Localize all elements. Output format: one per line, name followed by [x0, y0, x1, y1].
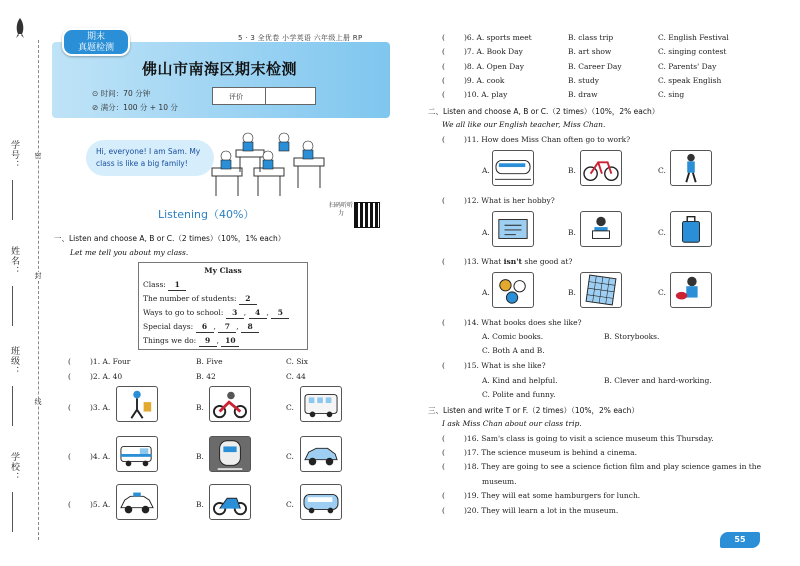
q10-option-c[interactable]: C. sing	[658, 90, 685, 99]
q3-label-a: )3. A.	[90, 403, 111, 412]
q4-label-b: B.	[196, 452, 204, 461]
q14-option-c[interactable]: C. Both A and B.	[482, 346, 545, 355]
q10-option-a[interactable]: )10. A. play	[464, 90, 508, 99]
evaluation-box[interactable]	[212, 87, 316, 105]
q17-text: )17. The science museum is behind a cinema.	[464, 448, 637, 457]
car-picture[interactable]	[300, 436, 342, 472]
part2-heading: 二、Listen and choose A, B or C.（2 times）（10%，2% each）	[428, 107, 660, 116]
reading-woman-picture[interactable]	[580, 211, 622, 247]
question-19[interactable]: ( )19. They will eat some hamburgers for lunch.	[442, 491, 641, 500]
q12-number: )12.	[464, 196, 479, 205]
name-label: 姓名：	[9, 246, 19, 276]
q13-label-b: B.	[568, 288, 576, 297]
suitcase-picture[interactable]	[670, 211, 712, 247]
cut-mark: 密	[34, 152, 42, 159]
q9-option-b[interactable]: B. study	[568, 76, 600, 85]
page-number: 55	[720, 532, 760, 548]
q16-text: )16. Sam's class is going to visit a science museum this Thursday.	[464, 434, 714, 443]
question-14: ( )14. What books does she like?	[442, 318, 582, 327]
q10-option-b[interactable]: B. draw	[568, 90, 598, 99]
q13-text-bold: isn't	[503, 257, 522, 266]
q8-option-a[interactable]: )8. A. Open Day	[464, 62, 524, 71]
q5-label-b: B.	[196, 500, 204, 509]
q6-option-c[interactable]: C. English Festival	[658, 33, 729, 42]
question-18[interactable]: ( )18. They are going to see a science fiction film and play science games in the	[442, 462, 762, 471]
q15-option-b[interactable]: B. Clever and hard-working.	[604, 376, 712, 385]
q1-option-c[interactable]: C. Six	[286, 357, 309, 366]
cut-mark: 线	[34, 398, 42, 405]
q2-option-a[interactable]: )2. A. 40	[90, 372, 123, 381]
walking-woman-picture[interactable]	[670, 150, 712, 186]
cut-line	[38, 40, 39, 540]
card-title: My Class	[204, 266, 242, 275]
crossword-picture[interactable]	[580, 272, 622, 308]
card-row: Special days: 6 , 7 , 8	[143, 320, 303, 334]
exam-badge	[62, 28, 130, 56]
question-1[interactable]: ( )1. A. Four	[68, 357, 131, 366]
question-4[interactable]: ( )4. A.	[68, 452, 111, 461]
school-line	[12, 492, 13, 532]
question-20[interactable]: ( )20. They will learn a lot in the museum.	[442, 506, 619, 515]
exam-time-text: 时间：70 分钟	[100, 89, 151, 98]
question-12: ( )12. What is her hobby?	[442, 196, 555, 205]
question-9[interactable]: ( )9. A. cook	[442, 76, 505, 85]
question-16[interactable]: ( )16. Sam's class is going to visit a science museum this Thursday.	[442, 434, 714, 443]
sports-balls-picture[interactable]	[492, 272, 534, 308]
answer-blank[interactable]: 9	[199, 336, 217, 347]
card-row	[143, 278, 303, 292]
answer-blank[interactable]: 3	[226, 308, 244, 319]
ping-pong-picture[interactable]	[670, 272, 712, 308]
q9-option-c[interactable]: C. speak English	[658, 76, 722, 85]
bicycle-picture[interactable]	[580, 150, 622, 186]
card-row: Things we do: 9 , 10	[143, 334, 303, 348]
card-row-label: Things we do:	[143, 336, 197, 345]
part3-heading: 三、Listen and write T or F.（2 times）（10%，2% each）	[428, 406, 639, 415]
coach-picture[interactable]	[300, 484, 342, 520]
question-15: ( )15. What is she like?	[442, 361, 546, 370]
q14-text: What books does she like?	[481, 318, 582, 327]
q15-option-c[interactable]: C. Polite and funny.	[482, 390, 556, 399]
q13-text-start: What	[481, 257, 504, 266]
card-row-label: Class:	[143, 280, 166, 289]
q12-label-b: B.	[568, 228, 576, 237]
part1-intro: Let me tell you about my class.	[70, 248, 189, 257]
question-6[interactable]: ( )6. A. sports meet	[442, 33, 532, 42]
question-13: ( )13. What isn't she good at?	[442, 257, 573, 266]
q14-number: )14.	[464, 318, 479, 327]
clock-icon: ⊙	[92, 89, 101, 98]
cut-mark: 封	[34, 272, 42, 279]
q1-option-b[interactable]: B. Five	[196, 357, 223, 366]
q11-number: )11.	[464, 135, 479, 144]
card-row-label: Ways to go to school:	[143, 308, 224, 317]
class-label: 班级：	[9, 346, 19, 376]
part1-heading: 一、Listen and choose A, B or C.（2 times）（10%，1% each）	[54, 234, 286, 243]
train-picture[interactable]	[492, 150, 534, 186]
q12-text: What is her hobby?	[481, 196, 555, 205]
evaluation-divider	[265, 88, 266, 104]
q8-option-b[interactable]: B. Career Day	[568, 62, 622, 71]
q2-option-b[interactable]: B. 42	[196, 372, 216, 381]
q15-text: What is she like?	[481, 361, 546, 370]
q7-option-c[interactable]: C. singing contest	[658, 47, 727, 56]
q4-label-c: C.	[286, 452, 294, 461]
qr-label: 扫码听听力	[328, 202, 353, 217]
answer-blank[interactable]: 10	[221, 336, 239, 347]
q7-option-a[interactable]: )7. A. Book Day	[464, 47, 523, 56]
question-7[interactable]: ( )7. A. Book Day	[442, 47, 523, 56]
q2-option-c[interactable]: C. 44	[286, 372, 306, 381]
binding-spine	[0, 0, 44, 566]
q12-label-c: C.	[658, 228, 666, 237]
card-row-label: Special days:	[143, 322, 194, 331]
q15-option-a[interactable]: A. Kind and helpful.	[482, 376, 558, 385]
bubble-line1: Hi, everyone! I am Sam. My	[96, 147, 201, 156]
class-line	[12, 386, 13, 426]
answer-blank[interactable]: 4	[249, 308, 267, 319]
q11-text: How does Miss Chan often go to work?	[481, 135, 631, 144]
badge-line2: 真题检测	[77, 43, 114, 53]
q1-option-a[interactable]: )1. A. Four	[90, 357, 131, 366]
q18-continuation: museum.	[482, 477, 517, 486]
speech-bubble	[86, 140, 214, 176]
q5-label-c: C.	[286, 500, 294, 509]
my-class-card	[138, 262, 308, 350]
q14-option-a[interactable]: A. Comic books.	[482, 332, 544, 341]
q13-text-end: she good at?	[521, 257, 573, 266]
exam-score	[92, 102, 178, 113]
exam-title: 佛山市南海区期末检测	[142, 60, 298, 78]
q8-option-c[interactable]: C. Parents' Day	[658, 62, 717, 71]
card-row: Ways to go to school: 3 , 4 , 5	[143, 306, 303, 320]
answer-blank[interactable]: 5	[271, 308, 289, 319]
classroom-illustration	[208, 128, 330, 198]
taxi-picture[interactable]	[116, 484, 158, 520]
school-label: 学校：	[9, 452, 19, 482]
answer-blank[interactable]: 8	[241, 322, 259, 333]
listening-title: Listening（40%）	[158, 208, 255, 221]
answer-blank[interactable]: 2	[239, 294, 257, 305]
q12-label-a: A.	[482, 228, 490, 237]
q3-label-c: C.	[286, 403, 294, 412]
question-5[interactable]: ( )5. A.	[68, 500, 111, 509]
answer-blank[interactable]: 1	[168, 280, 186, 291]
student-id-line	[12, 180, 13, 220]
book-series-line: 5 · 3 全优卷 小学英语 六年级上册 RP	[238, 34, 363, 42]
walking-picture[interactable]	[116, 386, 158, 422]
rocket-icon	[14, 18, 26, 44]
evaluation-label: 评价	[229, 93, 243, 101]
card-row-label: The number of students:	[143, 294, 237, 303]
q11-label-c: C.	[658, 166, 666, 175]
answer-blank[interactable]: 7	[218, 322, 236, 333]
part3-intro: I ask Miss Chan about our class trip.	[442, 419, 582, 428]
name-line	[12, 286, 13, 326]
question-10[interactable]: ( )10. A. play	[442, 90, 508, 99]
q15-number: )15.	[464, 361, 479, 370]
question-2[interactable]: ( )2. A. 40	[68, 372, 123, 381]
q11-label-a: A.	[482, 166, 490, 175]
van-picture[interactable]	[116, 436, 158, 472]
q5-label-a: )5. A.	[90, 500, 111, 509]
q20-text: )20. They will learn a lot in the museum.	[464, 506, 619, 515]
bus-picture[interactable]	[300, 386, 342, 422]
motorcycle-picture[interactable]	[209, 484, 251, 520]
motorbike-picture[interactable]	[209, 386, 251, 422]
qr-code[interactable]	[354, 202, 380, 228]
badge-line1: 期末	[86, 32, 105, 42]
q14-option-b[interactable]: B. Storybooks.	[604, 332, 660, 341]
q3-label-b: B.	[196, 403, 204, 412]
train-picture[interactable]	[209, 436, 251, 472]
q11-label-b: B.	[568, 166, 576, 175]
q4-label-a: )4. A.	[90, 452, 111, 461]
q18-text: )18. They are going to see a science fiction film and play science games in the	[464, 462, 762, 471]
q13-label-c: C.	[658, 288, 666, 297]
ticket-picture[interactable]	[492, 211, 534, 247]
answer-blank[interactable]: 6	[196, 322, 214, 333]
q19-text: )19. They will eat some hamburgers for lunch.	[464, 491, 641, 500]
q6-option-b[interactable]: B. class trip	[568, 33, 614, 42]
card-row	[143, 292, 303, 306]
q13-number: )13.	[464, 257, 479, 266]
question-17[interactable]: ( )17. The science museum is behind a cinema.	[442, 448, 637, 457]
q13-label-a: A.	[482, 288, 490, 297]
question-11: ( )11. How does Miss Chan often go to work?	[442, 135, 631, 144]
exam-score-text: 满分：100 分 + 10 分	[100, 103, 178, 112]
q9-option-a[interactable]: )9. A. cook	[464, 76, 505, 85]
student-id-label: 学号：	[9, 140, 19, 170]
exam-time	[92, 88, 150, 99]
q6-option-a[interactable]: )6. A. sports meet	[464, 33, 532, 42]
part2-intro: We all like our English teacher, Miss Chan.	[442, 120, 606, 129]
question-8[interactable]: ( )8. A. Open Day	[442, 62, 524, 71]
bubble-line2: class is like a big family!	[96, 159, 188, 168]
check-icon: ⊘	[92, 103, 101, 112]
question-3[interactable]: ( )3. A.	[68, 403, 111, 412]
q7-option-b[interactable]: B. art show	[568, 47, 612, 56]
